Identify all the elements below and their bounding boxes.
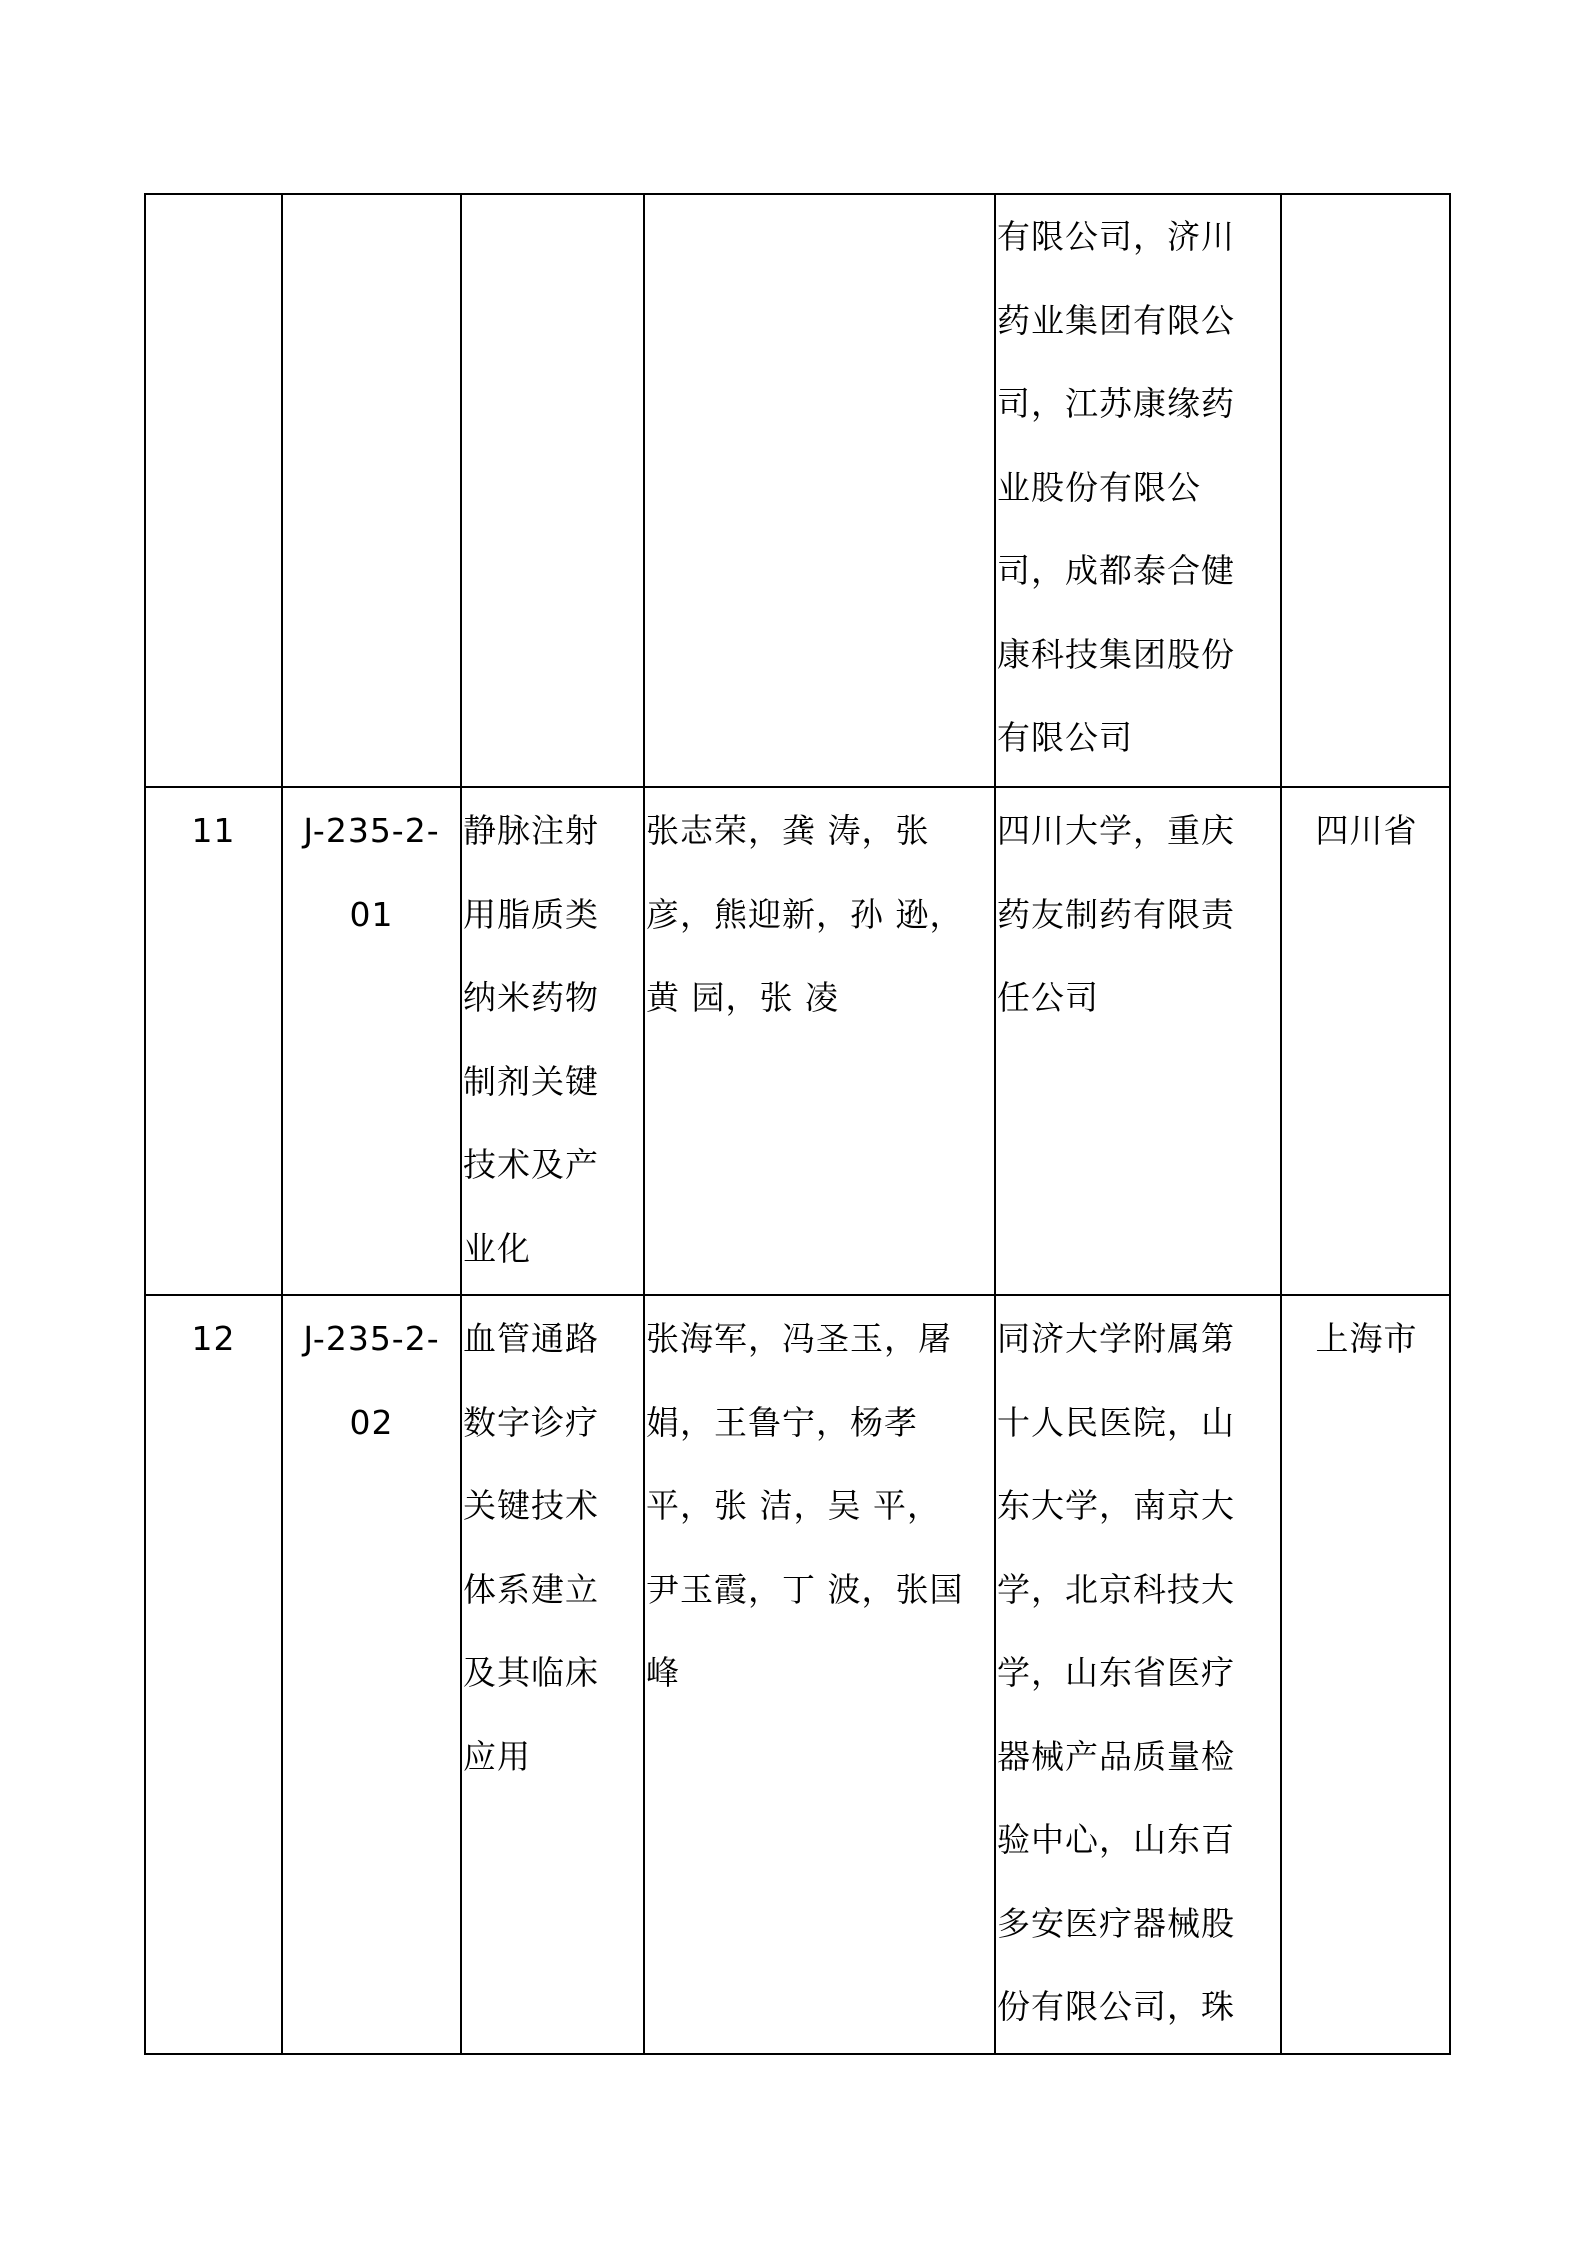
table-cell-no: 12 [191, 1319, 236, 1358]
column-divider [994, 195, 996, 2053]
table-cell-title: 静脉注射 用脂质类 纳米药物 制剂关键 技术及产 业化 [463, 811, 599, 1268]
row-divider [146, 786, 1449, 788]
table-cell-people: 张志荣，龚 涛，张 彦，熊迎新，孙 逊， 黄 园，张 凌 [646, 811, 964, 1017]
table-cell-region: 四川省 [1315, 811, 1418, 850]
row-divider [146, 1294, 1449, 1296]
table-cell-orgs: 有限公司，济川 药业集团有限公 司，江苏康缘药 业股份有限公 司，成都泰合健 康科技集团股份 有限公司 [997, 217, 1235, 757]
table-cell-code: J-235-2- 01 [303, 811, 440, 934]
table-cell-orgs: 四川大学，重庆 药友制药有限责 任公司 [997, 811, 1235, 1017]
column-divider [643, 195, 645, 2053]
column-divider [281, 195, 283, 2053]
table-cell-code: J-235-2- 02 [303, 1319, 440, 1442]
table-cell-orgs: 同济大学附属第 十人民医院，山 东大学，南京大 学，北京科技大 学，山东省医疗 器械产品质量检 验中心，山东百 多安医疗器械股 份有限公司，珠 [997, 1319, 1235, 2026]
column-divider [1280, 195, 1282, 2053]
table-cell-title: 血管通路 数字诊疗 关键技术 体系建立 及其临床 应用 [463, 1319, 599, 1776]
column-divider [460, 195, 462, 2053]
awards-table [144, 193, 1451, 2055]
table-cell-no: 11 [191, 811, 236, 850]
table-cell-region: 上海市 [1315, 1319, 1418, 1358]
table-cell-people: 张海军，冯圣玉，屠 娟，王鲁宁，杨孝 平，张 洁，吴 平， 尹玉霞，丁 波，张国 峰 [646, 1319, 964, 1692]
